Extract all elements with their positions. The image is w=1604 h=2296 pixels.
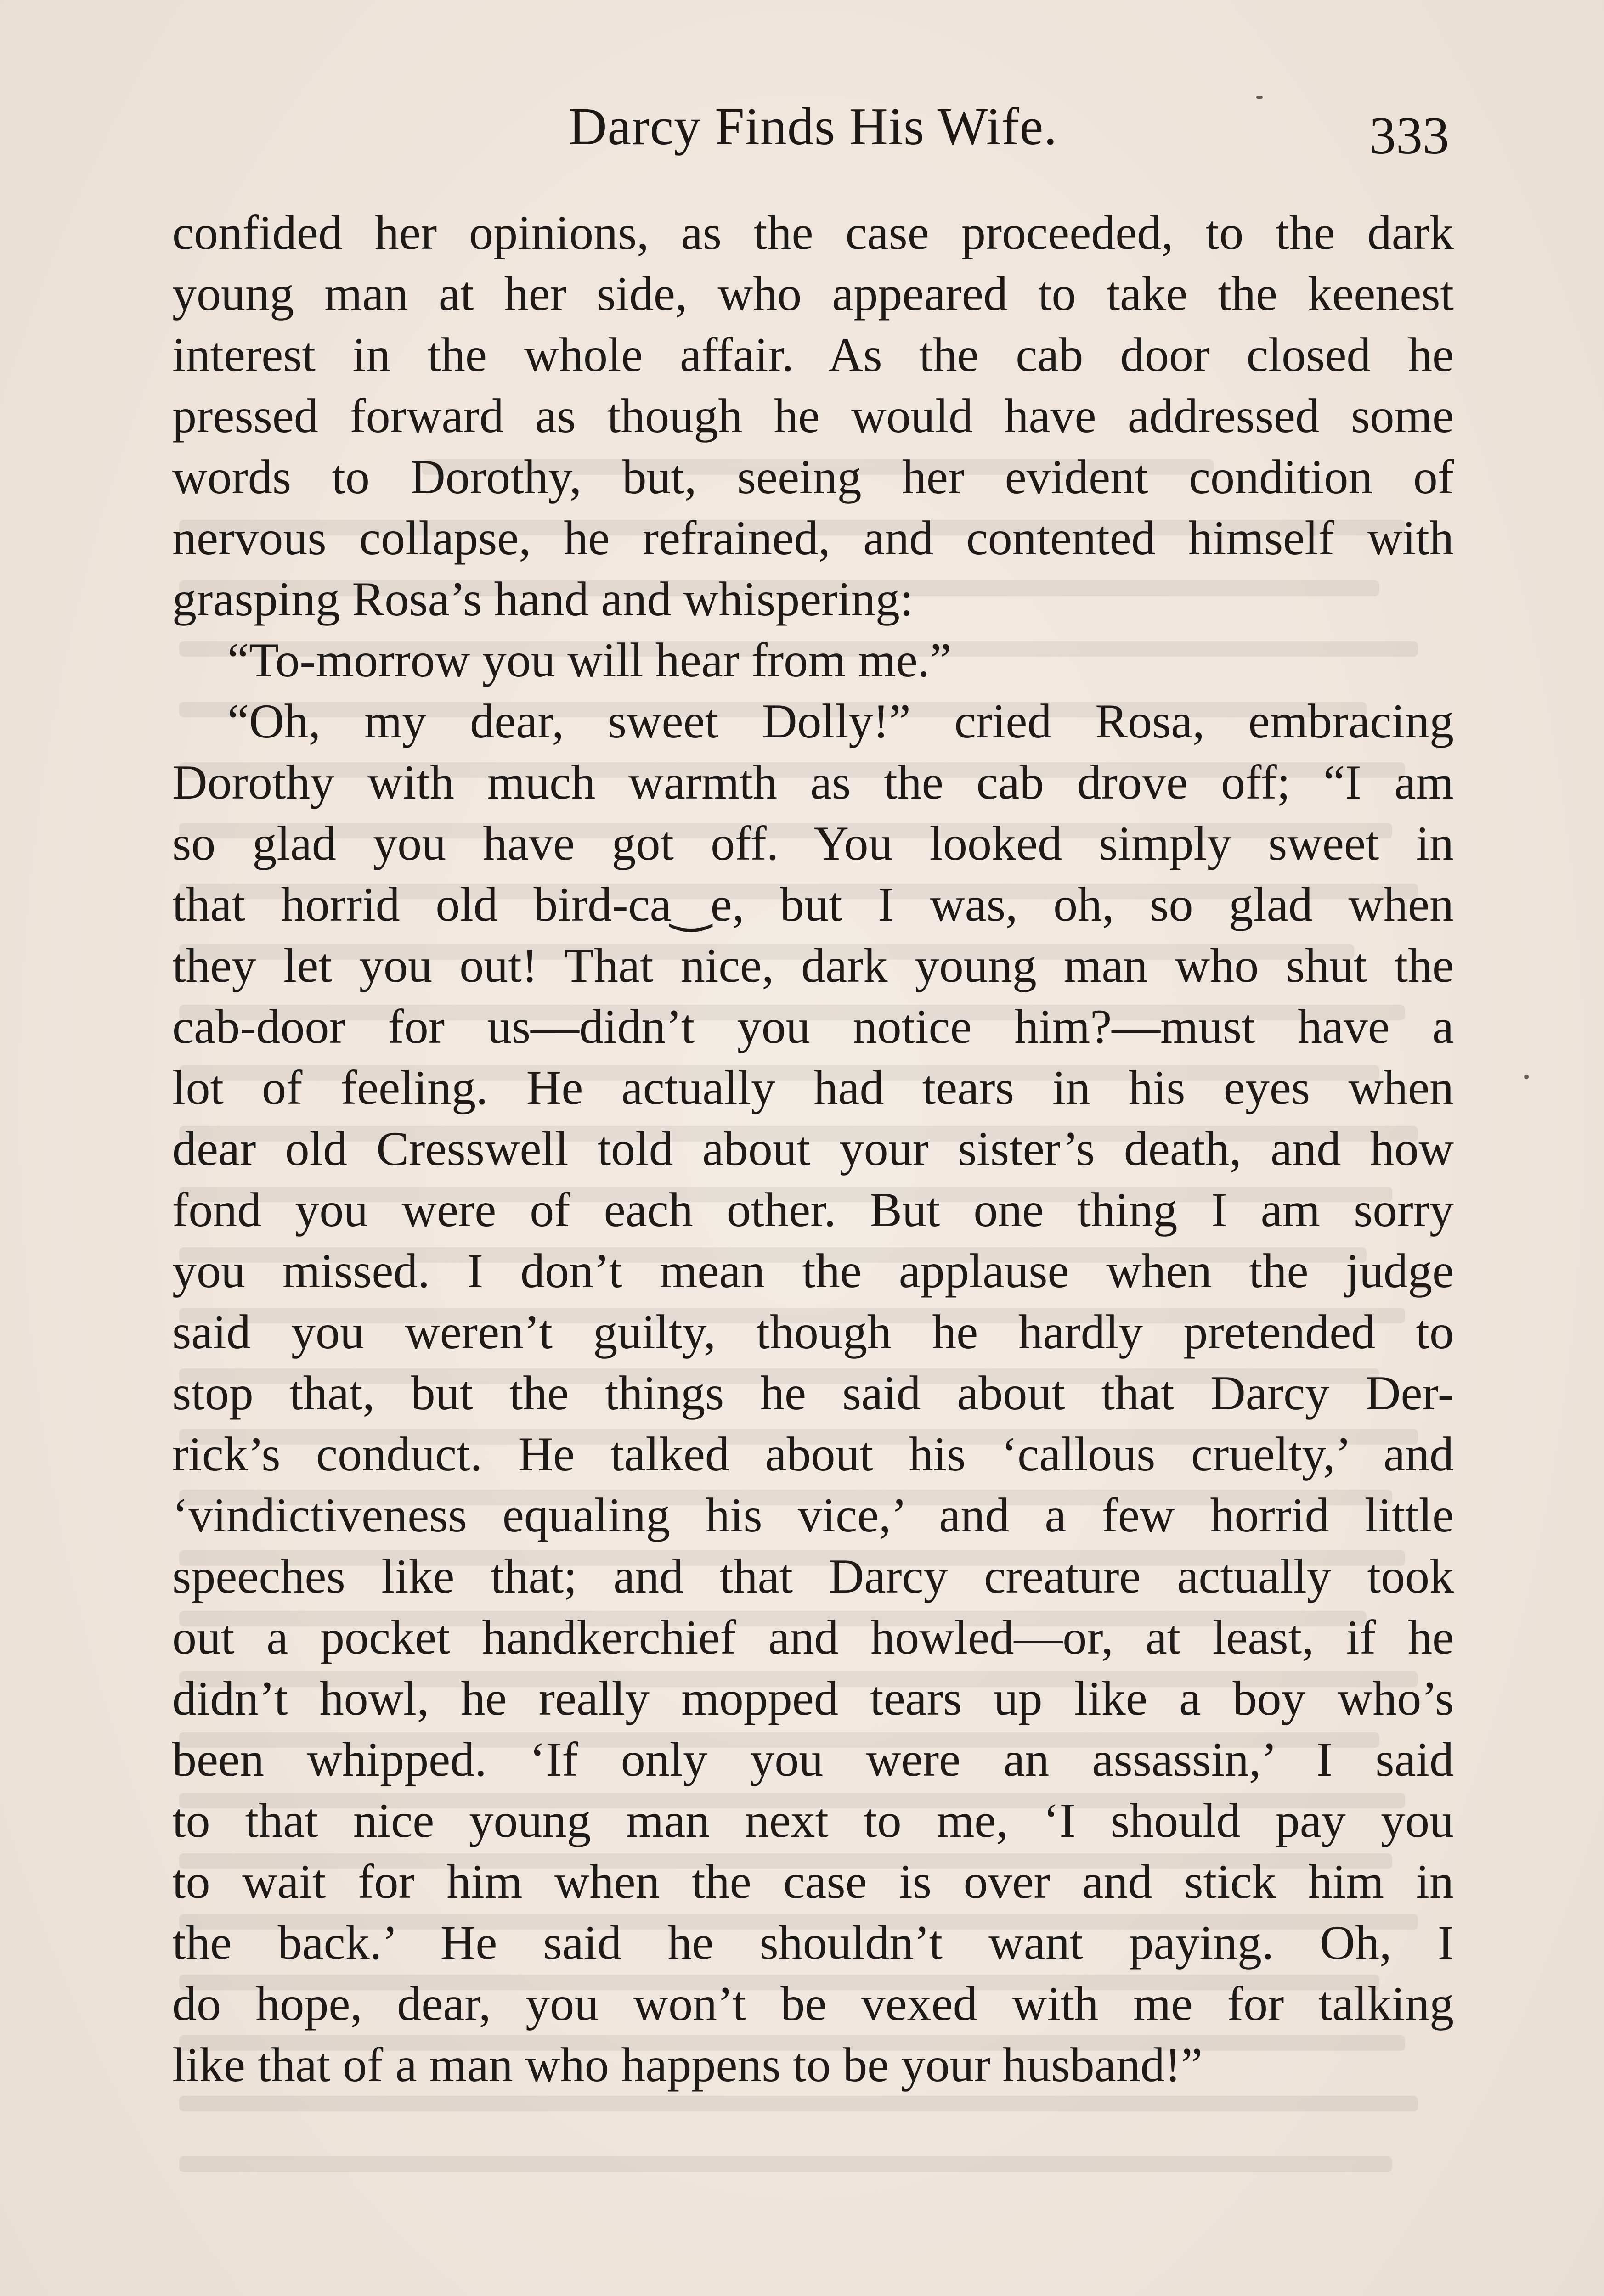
text-line: pressed forward as though he would have addressed some <box>172 389 1454 443</box>
text-line: so glad you have got off. You looked simply sweet in <box>172 816 1454 870</box>
text-line: confided her opinions, as the case proceeded, to the dark <box>172 206 1454 259</box>
page-number: 333 <box>1369 107 1449 165</box>
body-text <box>172 202 1454 2095</box>
text-line: do hope, dear, you won’t be vexed with me for talking <box>172 1977 1454 2031</box>
text-line: said you weren’t guilty, though he hardly pretended to <box>172 1305 1454 1359</box>
text-line: cab-door for us—didn’t you notice him?—must have a <box>172 1000 1454 1053</box>
text-line: you missed. I don’t mean the applause when the judge <box>172 1244 1454 1298</box>
text-line: to wait for him when the case is over and stick him in <box>172 1855 1454 1908</box>
text-line: Dorothy with much warmth as the cab drove off; “I am <box>172 755 1454 809</box>
text-line: stop that, but the things he said about that Darcy Der- <box>172 1366 1454 1420</box>
running-title: Darcy Finds His Wife. <box>568 97 1058 156</box>
text-line: young man at her side, who appeared to take the keenest <box>172 267 1454 321</box>
text-line: grasping Rosa’s hand and whispering: <box>172 572 914 626</box>
text-line: “Oh, my dear, sweet Dolly!” cried Rosa, embracing <box>227 694 1454 748</box>
text-line: the back.’ He said he shouldn’t want paying. Oh, I <box>172 1916 1454 1970</box>
bleed-line <box>179 2156 1392 2172</box>
text-line: nervous collapse, he refrained, and contented himself with <box>172 511 1454 565</box>
text-line: interest in the whole affair. As the cab door closed he <box>172 328 1454 382</box>
text-line: ‘vindictiveness equaling his vice,’ and a few horrid little <box>172 1488 1454 1542</box>
paper-speck <box>1256 96 1263 99</box>
text-line: dear old Cresswell told about your sister’s death, and how <box>172 1122 1454 1176</box>
bleed-line <box>179 2096 1418 2111</box>
text-line: “To-morrow you will hear from me.” <box>227 633 952 687</box>
text-line: words to Dorothy, but, seeing her evident condition of <box>172 450 1454 504</box>
text-line: they let you out! That nice, dark young man who shut the <box>172 939 1454 992</box>
text-line: didn’t howl, he really mopped tears up like a boy who’s <box>172 1671 1454 1725</box>
text-line: speeches like that; and that Darcy creature actually took <box>172 1549 1454 1603</box>
text-line: like that of a man who happens to be your husband!” <box>172 2038 1203 2092</box>
text-line: rick’s conduct. He talked about his ‘callous cruelty,’ and <box>172 1427 1454 1481</box>
text-line: been whipped. ‘If only you were an assassin,’ I said <box>172 1733 1454 1786</box>
text-line: lot of feeling. He actually had tears in his eyes when <box>172 1061 1454 1114</box>
text-line: fond you were of each other. But one thing I am sorry <box>172 1183 1454 1237</box>
text-line: out a pocket handkerchief and howled—or, at least, if he <box>172 1610 1454 1664</box>
paper-speck <box>1524 1075 1529 1079</box>
text-line: to that nice young man next to me, ‘I should pay you <box>172 1794 1454 1847</box>
text-line: that horrid old bird-ca‿e, but I was, oh, so glad when <box>172 878 1454 931</box>
running-head <box>172 92 1454 165</box>
